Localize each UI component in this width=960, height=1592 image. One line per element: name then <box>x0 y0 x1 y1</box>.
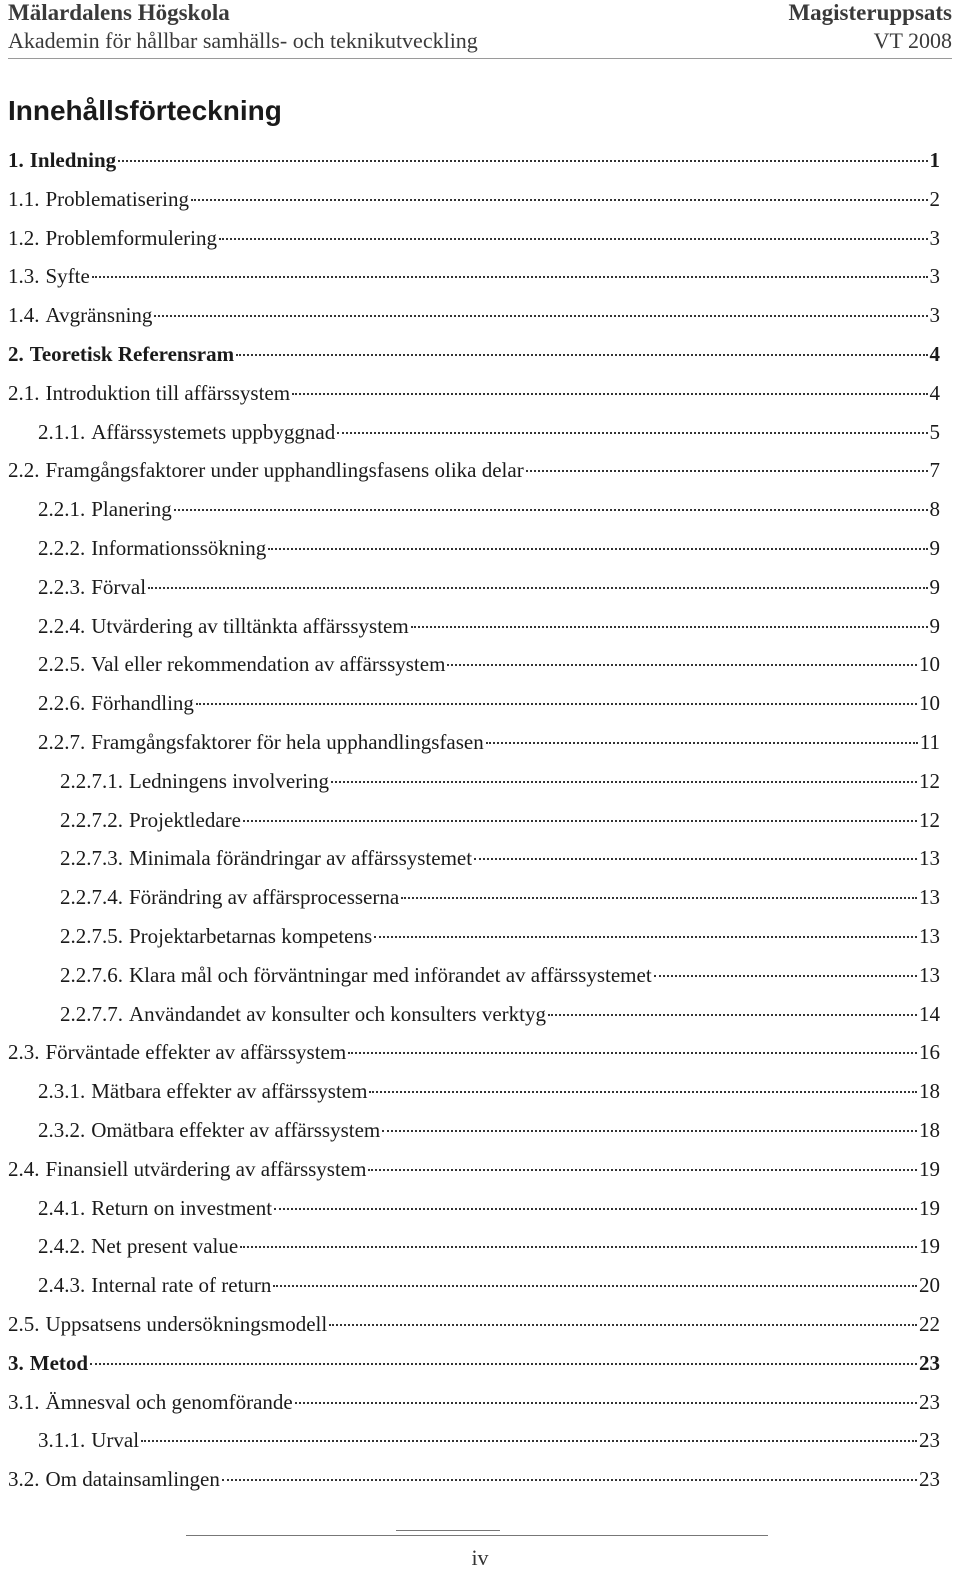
toc-entry-number: 2.2.6. <box>38 691 86 716</box>
toc-entry-page: 22 <box>919 1311 940 1336</box>
toc-entry-number: 2.5. <box>8 1311 40 1336</box>
toc-entry-page: 13 <box>919 846 940 871</box>
header-term: VT 2008 <box>873 28 952 53</box>
toc-entry-page: 9 <box>929 613 940 638</box>
toc-dot-leader <box>654 975 917 977</box>
toc-dot-leader <box>331 781 917 783</box>
toc-dot-leader <box>548 1014 917 1016</box>
toc-entry-label: Projektarbetarnas kompetens <box>129 923 373 948</box>
toc-entry-label: Mätbara effekter av affärssystem <box>91 1079 368 1104</box>
toc-entry-label: Net present value <box>91 1234 239 1259</box>
toc-entry-label: Förhandling <box>91 691 194 716</box>
toc-entry-number: 2.2.7. <box>38 729 86 754</box>
toc-dot-leader <box>486 742 918 744</box>
toc-entry[interactable] <box>8 381 940 420</box>
toc-entry-page: 8 <box>929 497 940 522</box>
toc-entry-label: Metod <box>29 1350 89 1375</box>
toc-entry-label: Framgångsfaktorer under upphandlingsfasens olika delar <box>45 458 524 483</box>
toc-entry-number: 2.2.4. <box>38 613 86 638</box>
toc-dot-leader <box>526 470 928 472</box>
toc-entry-number: 2.3.1. <box>38 1079 86 1104</box>
toc-entry-label: Utvärdering av tilltänkta affärssystem <box>91 613 409 638</box>
toc-entry[interactable] <box>8 652 940 691</box>
toc-entry-label: Urval <box>91 1428 140 1453</box>
toc-entry[interactable] <box>8 691 940 730</box>
toc-dot-leader <box>219 238 928 240</box>
toc-entry[interactable] <box>8 264 940 303</box>
toc-entry-label: Omätbara effekter av affärssystem <box>91 1117 381 1142</box>
toc-entry-page: 2 <box>929 186 940 211</box>
toc-entry-number: 2.1.1. <box>38 419 86 444</box>
toc-entry-page: 3 <box>929 264 940 289</box>
header-document-type: Magisteruppsats <box>788 0 952 25</box>
toc-dot-leader <box>292 393 927 395</box>
toc-entry-page: 19 <box>919 1234 940 1259</box>
toc-entry[interactable] <box>8 730 940 769</box>
toc-entry[interactable] <box>8 575 940 614</box>
header-row-bottom <box>8 28 952 54</box>
toc-entry-number: 2.2.7.4. <box>60 885 123 910</box>
toc-entry-page: 16 <box>919 1040 940 1065</box>
toc-entry-number: 2.2.5. <box>38 652 86 677</box>
toc-dot-leader <box>243 820 917 822</box>
toc-entry-page: 19 <box>919 1195 940 1220</box>
toc-entry-label: Användandet av konsulter och konsulters verktyg <box>129 1001 546 1026</box>
toc-entry[interactable] <box>8 303 940 342</box>
toc-entry-number: 2.3.2. <box>38 1117 86 1142</box>
toc-dot-leader <box>401 897 917 899</box>
toc-entry-number: 2.4.1. <box>38 1195 86 1220</box>
toc-entry-number: 2.2.7.6. <box>60 962 123 987</box>
toc-entry-number: 2.2.7.3. <box>60 846 123 871</box>
toc-dot-leader <box>329 1324 917 1326</box>
toc-dot-leader <box>148 587 927 589</box>
toc-entry[interactable] <box>8 808 940 847</box>
toc-entry-label: Return on investment <box>91 1195 273 1220</box>
toc-entry-label: Teoretisk Referensram <box>29 341 235 366</box>
toc-entry-number: 2.2.1. <box>38 497 86 522</box>
toc-entry-page: 13 <box>919 923 940 948</box>
toc-entry-label: Problemformulering <box>45 225 217 250</box>
toc-dot-leader <box>295 1402 917 1404</box>
toc-dot-leader <box>411 626 928 628</box>
toc-entry-number: 1.3. <box>8 264 40 289</box>
toc-entry-number: 2.4.2. <box>38 1234 86 1259</box>
toc-dot-leader <box>274 1208 917 1210</box>
toc-entry-page: 9 <box>929 574 940 599</box>
toc-entry[interactable] <box>8 1157 940 1196</box>
toc-entry-label: Problematisering <box>45 186 189 211</box>
toc-entry[interactable] <box>8 1040 940 1079</box>
toc-entry-page: 7 <box>929 458 940 483</box>
toc-dot-leader <box>236 354 927 356</box>
toc-entry-number: 2.4. <box>8 1156 40 1181</box>
toc-dot-leader <box>273 1285 917 1287</box>
toc-entry-label: Projektledare <box>129 807 241 832</box>
toc-entry-label: Avgränsning <box>45 303 153 328</box>
toc-dot-leader <box>474 858 917 860</box>
toc-entry-label: Förväntade effekter av affärssystem <box>45 1040 347 1065</box>
toc-entry-page: 23 <box>919 1428 940 1453</box>
toc-entry-page: 12 <box>919 807 940 832</box>
toc-entry-page: 18 <box>919 1117 940 1142</box>
toc-entry-label: Ledningens involvering <box>129 768 330 793</box>
toc-entry[interactable] <box>8 1390 940 1429</box>
toc-entry-page: 12 <box>919 768 940 793</box>
toc-entry[interactable] <box>8 458 940 497</box>
toc-entry[interactable] <box>8 536 940 575</box>
toc-entry-number: 2.2.7.1. <box>60 768 123 793</box>
toc-entry-number: 1.2. <box>8 225 40 250</box>
toc-dot-leader <box>382 1130 917 1132</box>
toc-entry-number: 2.1. <box>8 380 40 405</box>
toc-entry-label: Syfte <box>45 264 90 289</box>
toc-entry[interactable] <box>8 1118 940 1157</box>
footer-rule <box>186 1535 768 1536</box>
toc-entry-page: 9 <box>929 535 940 560</box>
toc-entry-page: 3 <box>929 303 940 328</box>
toc-title: Innehållsförteckning <box>8 95 282 126</box>
toc-entry-label: Val eller rekommendation av affärssystem <box>91 652 446 677</box>
toc-entry-number: 2.2.7.2. <box>60 807 123 832</box>
toc-entry-label: Finansiell utvärdering av affärssystem <box>45 1156 367 1181</box>
toc-entry[interactable] <box>8 614 940 653</box>
toc-entry-number: 2. <box>8 341 24 366</box>
toc-entry-number: 2.3. <box>8 1040 40 1065</box>
toc-dot-leader <box>447 664 917 666</box>
toc-dot-leader <box>141 1440 917 1442</box>
toc-entry[interactable] <box>8 963 940 1002</box>
toc-entry[interactable] <box>8 1002 940 1041</box>
toc-entry-number: 3.2. <box>8 1467 40 1492</box>
toc-dot-leader <box>268 548 927 550</box>
toc-entry[interactable] <box>8 420 940 459</box>
toc-entry-page: 13 <box>919 962 940 987</box>
toc-entry-number: 2.2.7.5. <box>60 923 123 948</box>
toc-entry-label: Planering <box>91 497 172 522</box>
toc-entry-number: 3. <box>8 1350 24 1375</box>
toc-entry-page: 11 <box>919 729 940 754</box>
toc-entry[interactable] <box>8 187 940 226</box>
toc-dot-leader <box>92 276 928 278</box>
toc-entry-label: Introduktion till affärssystem <box>45 380 291 405</box>
toc-entry-page: 4 <box>929 380 940 405</box>
toc-entry-page: 14 <box>919 1001 940 1026</box>
toc-entry-label: Ämnesval och genomförande <box>45 1389 293 1414</box>
toc-entry-page: 23 <box>919 1389 940 1414</box>
toc-entry-label: Uppsatsens undersökningsmodell <box>45 1311 328 1336</box>
toc-entry[interactable] <box>8 924 940 963</box>
toc-entry-page: 4 <box>929 341 940 366</box>
toc-entry[interactable] <box>8 1196 940 1235</box>
toc-entry[interactable] <box>8 885 940 924</box>
toc-entry-page: 3 <box>929 225 940 250</box>
toc-entry[interactable] <box>8 1234 940 1273</box>
toc-entry-number: 2.4.3. <box>38 1273 86 1298</box>
toc-entry[interactable] <box>8 1351 940 1390</box>
header-department: Akademin för hållbar samhälls- och teknikutveckling <box>8 28 478 53</box>
toc-entry-page: 10 <box>919 691 940 716</box>
toc-entry-number: 3.1.1. <box>38 1428 86 1453</box>
toc-entry-label: Om datainsamlingen <box>45 1467 220 1492</box>
toc-dot-leader <box>337 432 927 434</box>
toc-dot-leader <box>196 703 917 705</box>
toc-dot-leader <box>348 1052 917 1054</box>
toc-entry-page: 23 <box>919 1467 940 1492</box>
toc-entry[interactable] <box>8 1428 940 1467</box>
toc-entry-page: 5 <box>929 419 940 444</box>
toc-entry-label: Inledning <box>29 148 117 172</box>
toc-entry-number: 2.2.7.7. <box>60 1001 123 1026</box>
toc-entry-number: 1.4. <box>8 303 40 328</box>
toc-dot-leader <box>191 199 928 201</box>
toc-entry-number: 2.2.2. <box>38 535 86 560</box>
toc-entry-label: Framgångsfaktorer för hela upphandlingsfasen <box>91 729 484 754</box>
toc-entry-page: 10 <box>919 652 940 677</box>
toc-entry-number: 1.1. <box>8 186 40 211</box>
toc-entry-number: 3.1. <box>8 1389 40 1414</box>
toc-entry-page: 1 <box>929 148 940 172</box>
toc-entry[interactable] <box>8 1079 940 1118</box>
toc-dot-leader <box>240 1246 917 1248</box>
toc-entry-label: Förändring av affärsprocesserna <box>129 885 400 910</box>
toc-entry-number: 1. <box>8 148 24 172</box>
toc-entry-page: 13 <box>919 885 940 910</box>
toc-entry-page: 20 <box>919 1273 940 1298</box>
toc-entry-label: Internal rate of return <box>91 1273 272 1298</box>
toc-entry[interactable] <box>8 226 940 265</box>
toc-entry[interactable] <box>8 846 940 885</box>
table-of-contents <box>8 148 940 1506</box>
toc-entry-label: Minimala förändringar av affärssystemet <box>129 846 473 871</box>
toc-dot-leader <box>174 509 928 511</box>
toc-dot-leader <box>154 315 927 317</box>
toc-entry-number: 2.2. <box>8 458 40 483</box>
page-header <box>8 0 952 59</box>
toc-dot-leader <box>222 1479 917 1481</box>
header-row-top <box>8 0 952 26</box>
toc-dot-leader <box>369 1091 917 1093</box>
toc-entry[interactable] <box>8 342 940 381</box>
toc-entry-page: 19 <box>919 1156 940 1181</box>
footer-rule-short <box>396 1530 500 1531</box>
toc-entry-number: 2.2.3. <box>38 574 86 599</box>
toc-dot-leader <box>90 1363 917 1365</box>
toc-entry[interactable] <box>8 1312 940 1351</box>
toc-dot-leader <box>374 936 917 938</box>
toc-entry-page: 18 <box>919 1079 940 1104</box>
toc-dot-leader <box>368 1169 917 1171</box>
header-institution: Mälardalens Högskola <box>8 0 230 25</box>
toc-entry-label: Förval <box>91 574 147 599</box>
toc-entry-label: Affärssystemets uppbyggnad <box>91 419 336 444</box>
toc-entry[interactable] <box>8 148 940 187</box>
toc-entry-page: 23 <box>919 1350 940 1375</box>
toc-entry[interactable] <box>8 497 940 536</box>
toc-entry-label: Informationssökning <box>91 535 267 560</box>
toc-entry[interactable] <box>8 1273 940 1312</box>
toc-entry[interactable] <box>8 769 940 808</box>
toc-dot-leader <box>118 160 927 162</box>
toc-entry-label: Klara mål och förväntningar med införandet av affärssystemet <box>129 962 652 987</box>
page-number: iv <box>471 1545 489 1570</box>
toc-entry[interactable] <box>8 1467 940 1506</box>
